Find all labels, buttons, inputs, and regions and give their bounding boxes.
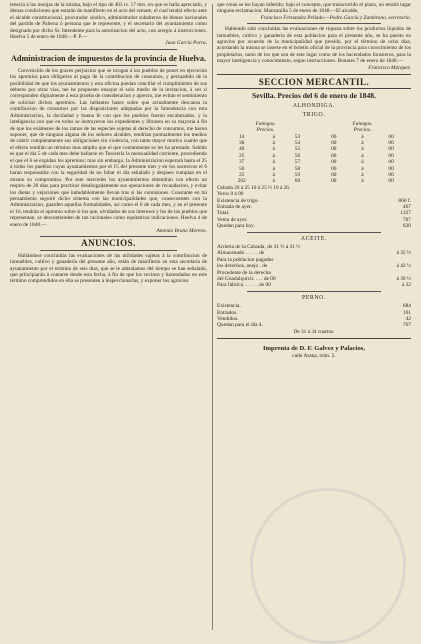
perno-label: Entrados. [217, 309, 238, 316]
trigo-cell: 00 [388, 146, 394, 153]
trigo-cebada: Cebada 20 á 25 10 á 25 ½ 10 á 26. [217, 184, 291, 191]
trigo-cell: 00 [331, 152, 337, 159]
trigo-cell: 00 [388, 139, 394, 146]
column-rule [212, 4, 213, 630]
trigo-cell: 25 [238, 152, 245, 159]
trigo-cell: 54 [294, 139, 301, 146]
perno-label: Quedan para el dia 4. [217, 322, 263, 329]
summary-value: 1327 [400, 210, 411, 217]
perno-label: Existencia. [217, 303, 241, 310]
trigo-cell: á [272, 165, 275, 172]
trigo-cell: 00 [331, 133, 337, 140]
perno-value: 767 [402, 322, 411, 329]
trigo-cell: 56 [238, 165, 245, 172]
trigo-cell: 40 [238, 146, 245, 153]
aceite-label: los derechos, anejo . de [217, 263, 268, 270]
trigo-cell: 00 [331, 171, 337, 178]
trigo-cell: á [361, 139, 364, 146]
left-column [10, 2, 207, 285]
trigo-rows [217, 134, 411, 185]
sevilla-heading: Sevilla. Precios del 6 de enero de 1848. [252, 91, 376, 101]
trigo-cell: 00 [388, 165, 394, 172]
perno-value: 161 [402, 309, 411, 316]
imprenta-address: calle Arana, núm. 5. [292, 352, 336, 359]
anuncios-body: Hallándose concluidas las evaluaciones de las utilidades sujetas á la contribucion de inmuebles, cultivo y ganadería del presente año, están de manifiesto en esta secretaría de ayuntamiento por el término de seis dias, que se le adeudamos del tiempo se han señalado, que principiarán á contarse desde esta fecha, á fin de que los vecinos y hacendados en este término comprendidos en ella se presenten á inspeccionarlas, y exponer los agravios [10, 252, 207, 285]
left-top-paragraph: tenecía á las monjas de la misma, bajo el tipo de 403 rs. 17 mrs. en que se halla apreciado, y demas condiciones que estarán de manifiesto en el acto del remate, el cual tendrá efecto ante el alcalde constitucional, procurador síndico, administrador subalterno de bienes nacionales del partido de Palerna ó persona que le represente, y el secretario del ayuntamiento como designado por dicho Sr. Intendente para la autorizacion del acto, con arreglo á instrucciones. Huelva 5 de enero de 1848.—P. P.— [10, 2, 207, 41]
trigo-cell: á [361, 133, 364, 140]
perno-table [217, 303, 411, 329]
trigo-cell: á [361, 159, 364, 166]
double-rule [217, 74, 411, 76]
perno-label: Vendidos. [217, 316, 239, 323]
trigo-cell: á [272, 171, 275, 178]
summary-label: Entrada de ayer. [217, 203, 252, 210]
trigo-cell: 00 [331, 165, 337, 172]
perno-price: De 31 á 34 cuartos. [293, 328, 335, 335]
right-top-paragraph: que crean se les hayan inferido; bajo el concepto, que transcurrido el plazo, no tendrá lugar ninguna reclamacion. Manzanilla 5 de enero de 1848.—El alcalde, [217, 2, 411, 15]
right-column [217, 2, 411, 359]
aceite-table [217, 244, 411, 289]
trigo-cell: á [272, 152, 275, 159]
trigo-cell: 14 [238, 133, 245, 140]
trigo-cell: á [361, 146, 364, 153]
trigo-table [217, 121, 411, 185]
trigo-cell: 60 [294, 178, 301, 185]
aceite-heading: ACEITE. [300, 235, 328, 242]
trigo-cell: 00 [388, 171, 394, 178]
separator [247, 232, 381, 233]
bonares-signature: Francisco Márquez. [368, 64, 411, 71]
separator [40, 65, 177, 66]
aceite-value: á 42 ½ [396, 263, 411, 270]
trigo-header-cell: Precios. [256, 127, 275, 134]
aceite-label: Procedente de la derecha [217, 269, 271, 276]
trigo-cell: 00 [388, 133, 394, 140]
summary-label: Venta de ayer. [217, 216, 248, 223]
trigo-cell: 202 [237, 178, 246, 185]
admin-body: Convencido de los graves perjuicios que se irrogan á los pueblos de poner en ejecucion los apremios para obligarles al pago de la contribucion de consumos, y persuadido de la posibilidad de que los ayuntamientos y esta oficina puedan concillar el cumplimiento de sus deberes por otras vias, me he propuesto ensayar el solo medio de la invitacion, á ver si corresponden dignamente á esta prueba de consideracion y aprecio, me evitan el sentimiento de solicitar dichos apremios. Las hellantes bases sobre que actualmente descansa la contribucion de consumos por las disposiciones adoptadas por la Intendencia con esta Administracion, la dociladad y buena fe con que los pueblos fueron encabezados, y la inteligencia con que en todos se instruyeron los expedientes y librasen en su mayoría á fin de que los exámenes de los ramos de las especies sujetas al derecho de consumos, me hacen suponer, que de ninguno alguna de los señores alcaldes, tendrían puntualmente los medios de cubrir completamente sus obligaciones sin violencia, con tanto mayor motivo cuanto que el efecto tendrán un término mas amplio que el que comunmente se les ha prestado. Sabido es que el dia 5 de cada mes debe hallarse en Tesorería la mensualidad corriente, procediendo el que el 6 se expidan los apremios; mas sin embargo, la Administracion esperará hasta el 25 á todos los pueblos cuyas ayuntamientos por el 15 del presente mes y en los sucesivos el 6 haran responsable con la seguridad de no faltar el dia señalado y despues cumplan en el mismo su compromiso. Por este mercedes los ayuntamientos obtendrán con efecto un respiro de 20 dias para practicar desahogadamente sus operaciones de recaudacion, y evitar los dietas y vejaciones que indudablemente llevan tras si las comisiones. Constante en mi pensamiento seguiré dicho sistema con las municipalidades que, consecuentes con la Administracion, guarden aquellas formalidades, asi como el 6 de cada mes, y en el presente el 16, tendrán el apremio sobre si los que, olvidados de sus intereses y los de los pueblos que representan, se descontienden de tan racionales como equitativas indicaciones. Huelva 4 de enero de 1848.— [10, 67, 207, 228]
trigo-cell: 25 [238, 171, 245, 178]
trigo-cell: á [272, 159, 275, 166]
trigo-cell: á [361, 171, 364, 178]
left-top-signature: Juan García Parra. [165, 40, 207, 47]
summary-value: 707 [402, 216, 411, 223]
perno-value: 42 [405, 316, 411, 323]
trigo-cell: 59 [294, 171, 301, 178]
aceite-value: á 35 ½ [396, 250, 411, 257]
anuncios-heading: ANUNCIOS. [81, 238, 136, 249]
perno-value: 684 [402, 303, 411, 310]
trigo-summary-row [217, 223, 411, 229]
trigo-cell: 00 [331, 159, 337, 166]
trigo-cell: 00 [388, 178, 394, 185]
trigo-header-cell: Fanegas. [352, 120, 373, 127]
trigo-summary-table [217, 198, 411, 230]
trigo-cell: 57 [294, 159, 301, 166]
aceite-row [217, 282, 411, 288]
aceite-label: del Guadalquivir. . . . de 00 [217, 276, 276, 283]
separator [247, 23, 381, 24]
summary-value: 620 [402, 223, 411, 230]
perno-heading: PERNO. [301, 294, 327, 301]
trigo-cell: á [272, 178, 275, 185]
trigo-cell: 00 [331, 146, 337, 153]
trigo-cell: 58 [294, 165, 301, 172]
trigo-cell: 53 [294, 133, 301, 140]
trigo-cell: á [361, 165, 364, 172]
trigo-cell: 00 [388, 159, 394, 166]
separator [40, 250, 177, 251]
admin-heading: Administracion de impuestos de la provincia de Huelva. [11, 53, 206, 63]
trigo-header-cell: Fanegas. [255, 120, 276, 127]
trigo-cell: á [272, 133, 275, 140]
trigo-cell: 55 [294, 146, 301, 153]
summary-label: Existencia de trigo. [217, 197, 259, 204]
separator [40, 236, 177, 237]
trigo-yeros: Yeros 0 á 00 [217, 191, 244, 198]
aceite-label: Para fábrica. . . . . . de 00 [217, 282, 271, 289]
separator [247, 291, 381, 292]
aceite-value: á 30 ½ [396, 276, 411, 283]
library-stamp [250, 488, 406, 644]
aceite-value: á 32 [401, 282, 411, 289]
aceite-label: Arrieria de la Calzada, de 31 ½ á 31 ½ [217, 244, 301, 250]
trigo-heading: TRIGO. [302, 112, 326, 119]
trigo-cell: 38 [238, 139, 245, 146]
bonares-paragraph: Habiendo sido concluidas las evaluaciones de riqueza sobre los productos líquidos de inmuebles, cultivo y ganadería de esta poblacion para el presente año, se ha puesto en agravios por acuerdo de la municipalidad que presido, por el término de ocho dias, acordando la misma se inserte en el boletin oficial de la provincia para conocimiento de los propietarios, tanto de los que son de este lugar como de los hacendados forasteros, para la mayor inteligencia y conocimiento, segun instrucciones. Bonares 7 de enero de 1848.— [217, 26, 411, 65]
trigo-cell: á [272, 139, 275, 146]
trigo-cell: 00 [388, 152, 394, 159]
mercantil-heading: SECCION MERCANTIL. [258, 77, 370, 88]
trigo-cell: 56 [294, 152, 301, 159]
double-rule [217, 338, 411, 340]
trigo-cell: 37 [238, 159, 245, 166]
summary-value: 467 [402, 203, 411, 210]
trigo-header-cell: Precios. [353, 127, 372, 134]
separator [40, 49, 177, 50]
trigo-cell: á [272, 146, 275, 153]
summary-label: Quedan para hoy. [217, 223, 255, 230]
trigo-cell: á [361, 178, 364, 185]
summary-value: 860 f. [398, 197, 411, 204]
aceite-label: Almacenado . . . . . de [217, 250, 265, 257]
imprenta-line: Imprenta de D. F. Galvez y Palacios, [262, 345, 365, 353]
trigo-cell: á [361, 152, 364, 159]
trigo-cell: 00 [331, 178, 337, 185]
double-rule [217, 88, 411, 90]
aceite-label: Para la poblacion pagados [217, 256, 274, 263]
admin-signature: Antonio Bruno Moreno. [156, 228, 207, 234]
right-top-signature: Francisco Fernandez Pellado.—Pedro García y Zambrano, secretario. [260, 14, 411, 21]
trigo-cell: 00 [331, 139, 337, 146]
alhondiga-heading: ALHONDIGA. [292, 102, 336, 109]
summary-label: Total. [217, 210, 230, 217]
